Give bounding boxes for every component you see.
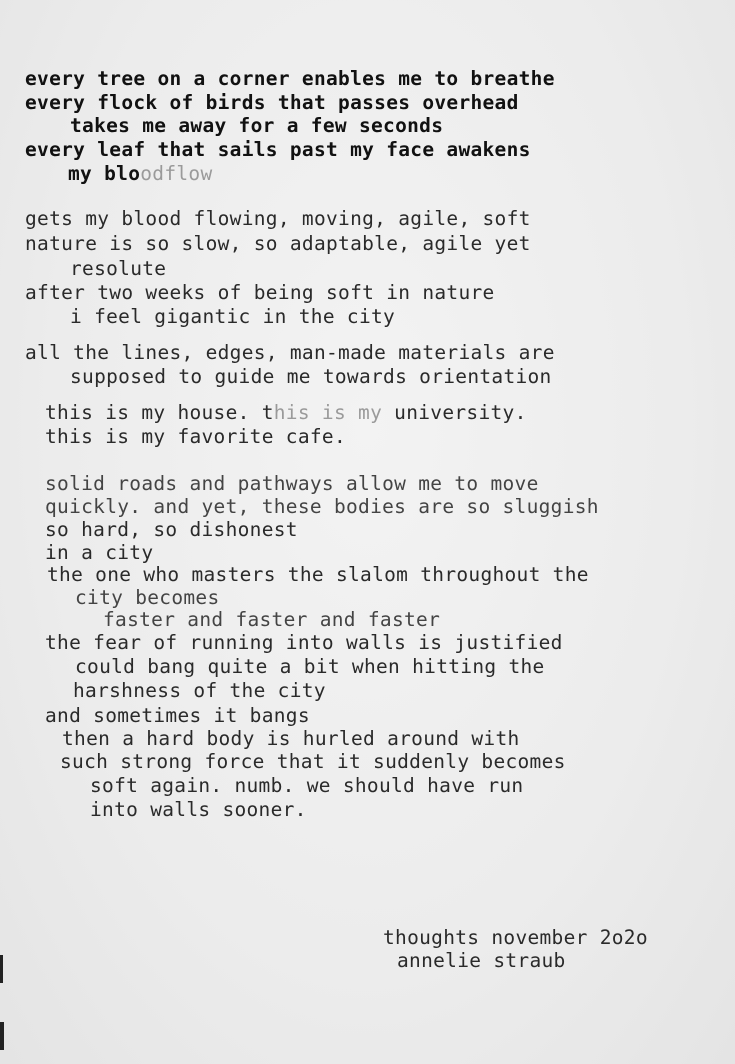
poem-line-9: after two weeks of being soft in nature — [25, 281, 495, 304]
poem-line-3: takes me away for a few seconds — [70, 114, 444, 137]
poem-line-2: every flock of birds that passes overhead — [25, 91, 519, 114]
poem-line-1: every tree on a corner enables me to breathe — [25, 67, 555, 90]
poem-line-22: the fear of running into walls is justified — [45, 631, 563, 654]
poem-line-13-end: university. — [382, 401, 527, 424]
poem-line-5 — [68, 163, 213, 185]
poem-line-24: harshness of the city — [73, 679, 326, 702]
poem-line-6: gets my blood flowing, moving, agile, soft — [25, 207, 531, 230]
poem-line-15: solid roads and pathways allow me to move — [45, 472, 539, 495]
poem-line-26: then a hard body is hurled around with — [62, 727, 520, 750]
poem-line-13-start: this is my house. t — [45, 401, 274, 424]
poem-line-23: could bang quite a bit when hitting the — [75, 655, 545, 678]
poem-line-13 — [45, 402, 527, 424]
poem-line-21: faster and faster and faster — [103, 608, 441, 631]
poem-line-25: and sometimes it bangs — [45, 704, 310, 727]
poem-line-18: in a city — [45, 541, 154, 564]
poem-line-13-faded: his is my — [273, 401, 383, 424]
poem-line-8: resolute — [70, 257, 167, 280]
poem-line-28: soft again. numb. we should have run — [90, 774, 524, 797]
poem-line-7: nature is so slow, so adaptable, agile yet — [25, 232, 531, 255]
scan-edge-mark — [0, 955, 3, 983]
poem-line-5-faded: odflow — [140, 162, 213, 185]
poem-line-16: quickly. and yet, these bodies are so sluggish — [45, 495, 599, 518]
poem-line-17: so hard, so dishonest — [45, 518, 298, 541]
poem-line-27: such strong force that it suddenly becomes — [60, 750, 566, 773]
poem-line-14: this is my favorite cafe. — [45, 425, 346, 448]
poem-line-4: every leaf that sails past my face awakens — [25, 138, 531, 161]
poem-line-5-start: my blo — [68, 162, 141, 185]
signature-date: thoughts november 2o2o — [383, 926, 648, 949]
poem-line-20: city becomes — [75, 586, 220, 609]
poem-line-29: into walls sooner. — [90, 798, 307, 821]
poem-line-12: supposed to guide me towards orientation — [70, 365, 552, 388]
poem-line-11: all the lines, edges, man-made materials are — [25, 341, 555, 364]
scan-edge-mark — [0, 1022, 4, 1050]
poem-line-10: i feel gigantic in the city — [70, 305, 396, 328]
poem-line-19: the one who masters the slalom throughout the — [47, 563, 589, 586]
signature-author: annelie straub — [397, 949, 566, 972]
